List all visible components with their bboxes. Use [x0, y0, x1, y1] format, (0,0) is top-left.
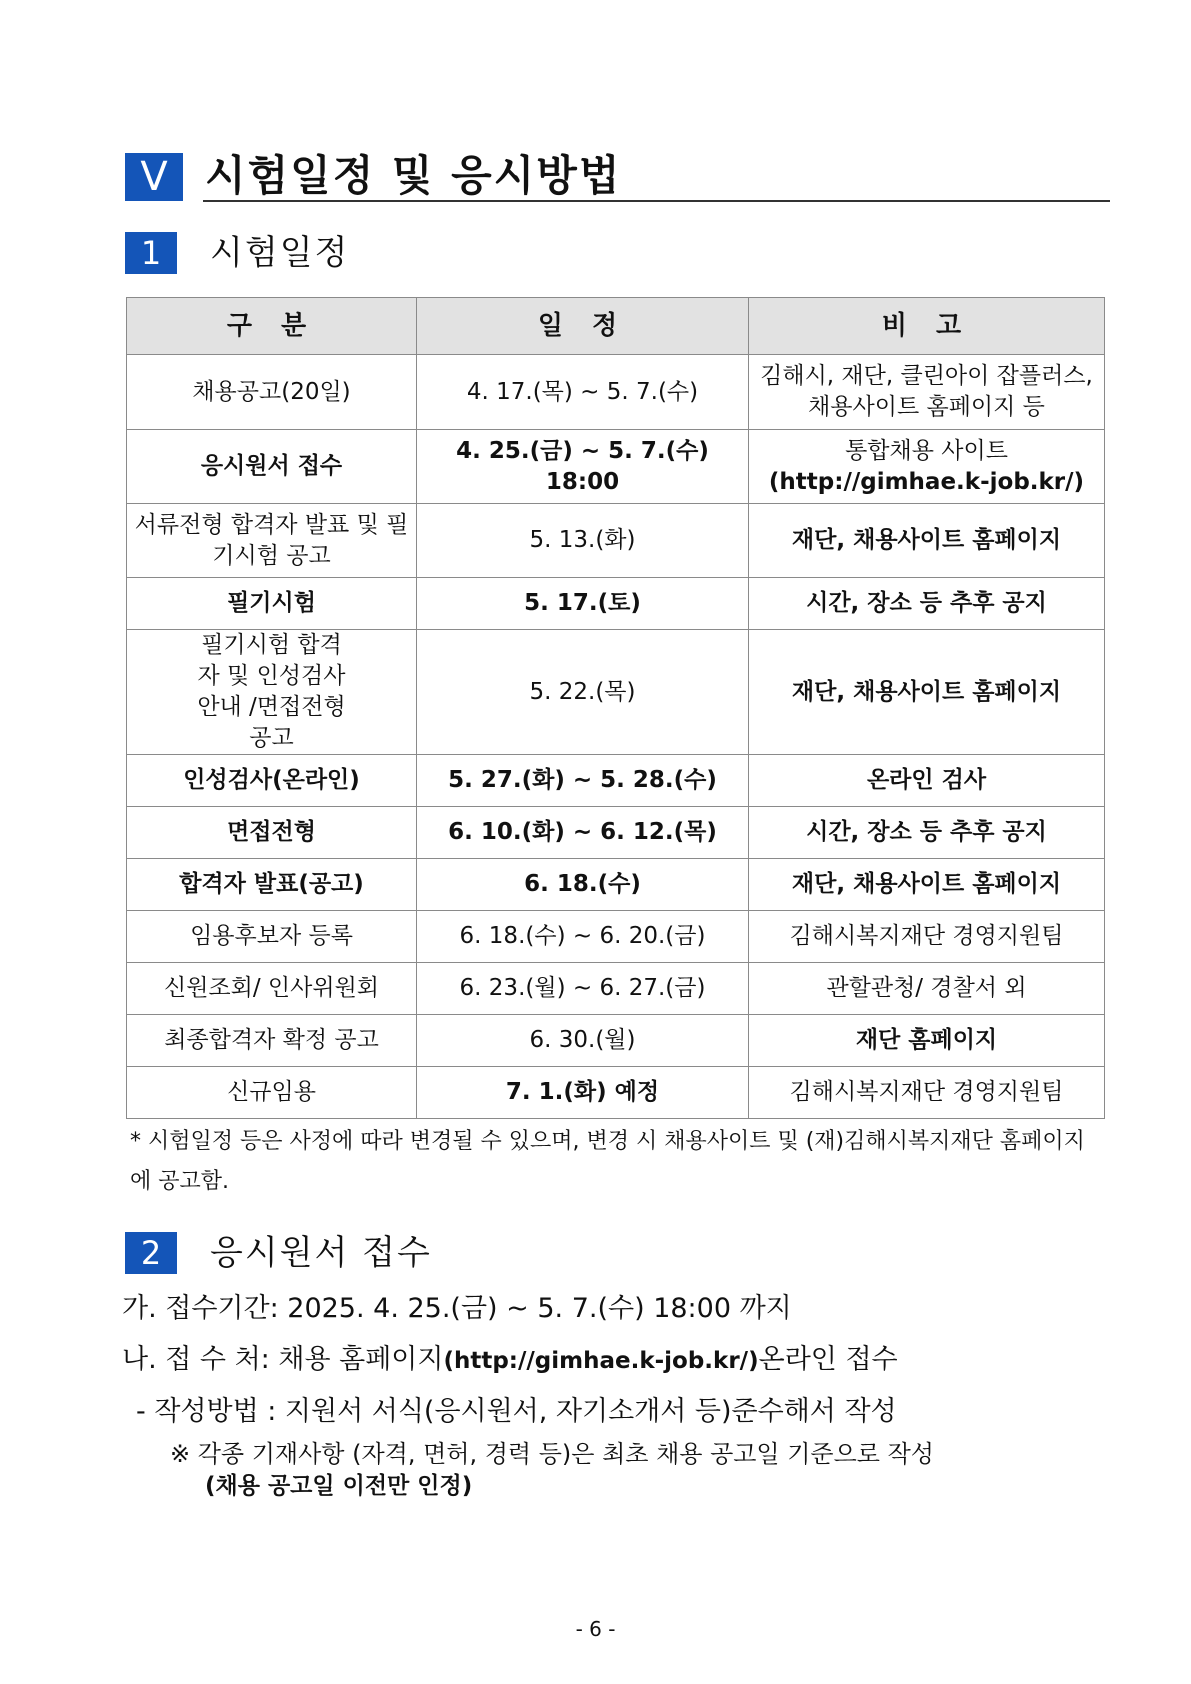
cell-category: 필기시험 합격자 및 인성검사 안내 /면접전형 공고 [127, 630, 417, 755]
cell-note: 재단, 채용사이트 홈페이지 [749, 859, 1105, 911]
cell-category: 신원조회/ 인사위원회 [127, 963, 417, 1015]
table-row [127, 1067, 1105, 1119]
header-category: 구 분 [127, 298, 417, 355]
section-title: 시험일정 및 응시방법 [205, 151, 622, 200]
table-row [127, 807, 1105, 859]
cell-date: 6. 18.(수) [417, 859, 749, 911]
place-label: 나. 접 수 처: [122, 1344, 270, 1375]
cell-category: 채용공고(20일) [127, 355, 417, 430]
table-header-row [127, 298, 1105, 355]
application-remark: ※ 각종 기재사항 (자격, 면허, 경력 등)은 최초 채용 공고일 기준으로 작성 [170, 1440, 934, 1468]
page-number: - 6 - [575, 1617, 616, 1641]
cell-category: 응시원서 접수 [127, 430, 417, 504]
period-label: 가. 접수기간: [122, 1293, 279, 1324]
cell-category: 인성검사(온라인) [127, 755, 417, 807]
cell-date: 6. 30.(월) [417, 1015, 749, 1067]
table-row [127, 755, 1105, 807]
table-row [127, 504, 1105, 578]
schedule-footnote: * 시험일정 등은 사정에 따라 변경될 수 있으며, 변경 시 채용사이트 및 (재)김해시복지재단 홈페이지에 공고함. [130, 1129, 1085, 1194]
cell-date: 5. 17.(토) [417, 578, 749, 630]
cell-category: 필기시험 [127, 578, 417, 630]
cell-category: 임용후보자 등록 [127, 911, 417, 963]
cell-date: 6. 10.(화) ~ 6. 12.(목) [417, 807, 749, 859]
cell-date: 5. 27.(화) ~ 5. 28.(수) [417, 755, 749, 807]
subsection-title: 응시원서 접수 [210, 1233, 432, 1273]
table-row [127, 1015, 1105, 1067]
table-row [127, 430, 1105, 504]
table-row [127, 859, 1105, 911]
application-remark-bold: (채용 공고일 이전만 인정) [205, 1473, 473, 1499]
cell-note: 재단 홈페이지 [749, 1015, 1105, 1067]
place-url: (http://gimhae.k-job.kr/) [443, 1348, 759, 1374]
cell-date: 7. 1.(화) 예정 [417, 1067, 749, 1119]
application-place [122, 1341, 898, 1380]
cell-date: 6. 18.(수) ~ 6. 20.(금) [417, 911, 749, 963]
cell-category: 신규임용 [127, 1067, 417, 1119]
subsection-number-badge: 2 [125, 1232, 177, 1274]
cell-note: 재단, 채용사이트 홈페이지 [749, 630, 1105, 755]
subsection-number-badge: 1 [125, 232, 177, 274]
subsection-title: 시험일정 [210, 233, 350, 273]
table-row [127, 355, 1105, 430]
application-period [122, 1290, 792, 1328]
cell-category: 서류전형 합격자 발표 및 필기시험 공고 [127, 504, 417, 578]
cell-date: 6. 23.(월) ~ 6. 27.(금) [417, 963, 749, 1015]
section-divider [203, 200, 1110, 202]
table-row [127, 911, 1105, 963]
cell-category: 최종합격자 확정 공고 [127, 1015, 417, 1067]
cell-date: 4. 25.(금) ~ 5. 7.(수) 18:00 [417, 430, 749, 504]
cell-note [749, 430, 1105, 504]
cell-note: 온라인 검사 [749, 755, 1105, 807]
cell-date: 5. 22.(목) [417, 630, 749, 755]
schedule-table [126, 297, 1105, 1119]
place-value: 채용 홈페이지 [278, 1344, 444, 1375]
cell-note: 김해시복지재단 경영지원팀 [749, 1067, 1105, 1119]
cell-note: 관할관청/ 경찰서 외 [749, 963, 1105, 1015]
cell-note: 재단, 채용사이트 홈페이지 [749, 504, 1105, 578]
table-row [127, 963, 1105, 1015]
table-row [127, 578, 1105, 630]
period-value: 2025. 4. 25.(금) ~ 5. 7.(수) 18:00 까지 [287, 1293, 792, 1324]
cell-category: 면접전형 [127, 807, 417, 859]
section-number-badge: V [125, 153, 183, 201]
cell-category: 합격자 발표(공고) [127, 859, 417, 911]
cell-note-url: (http://gimhae.k-job.kr/) [768, 468, 1085, 495]
cell-date: 5. 13.(화) [417, 504, 749, 578]
cell-note: 시간, 장소 등 추후 공지 [749, 578, 1105, 630]
application-method: - 작성방법 : 지원서 서식(응시원서, 자기소개서 등)준수해서 작성 [136, 1396, 897, 1427]
cell-note: 김해시복지재단 경영지원팀 [749, 911, 1105, 963]
place-value-suffix: 온라인 접수 [758, 1344, 898, 1375]
header-note: 비 고 [749, 298, 1105, 355]
cell-note: 시간, 장소 등 추후 공지 [749, 807, 1105, 859]
cell-date: 4. 17.(목) ~ 5. 7.(수) [417, 355, 749, 430]
table-row [127, 630, 1105, 755]
header-date: 일 정 [417, 298, 749, 355]
cell-note: 김해시, 재단, 클린아이 잡플러스, 채용사이트 홈페이지 등 [749, 355, 1105, 430]
cell-note-line: 통합채용 사이트 [845, 437, 1008, 464]
section-header [125, 150, 1110, 202]
